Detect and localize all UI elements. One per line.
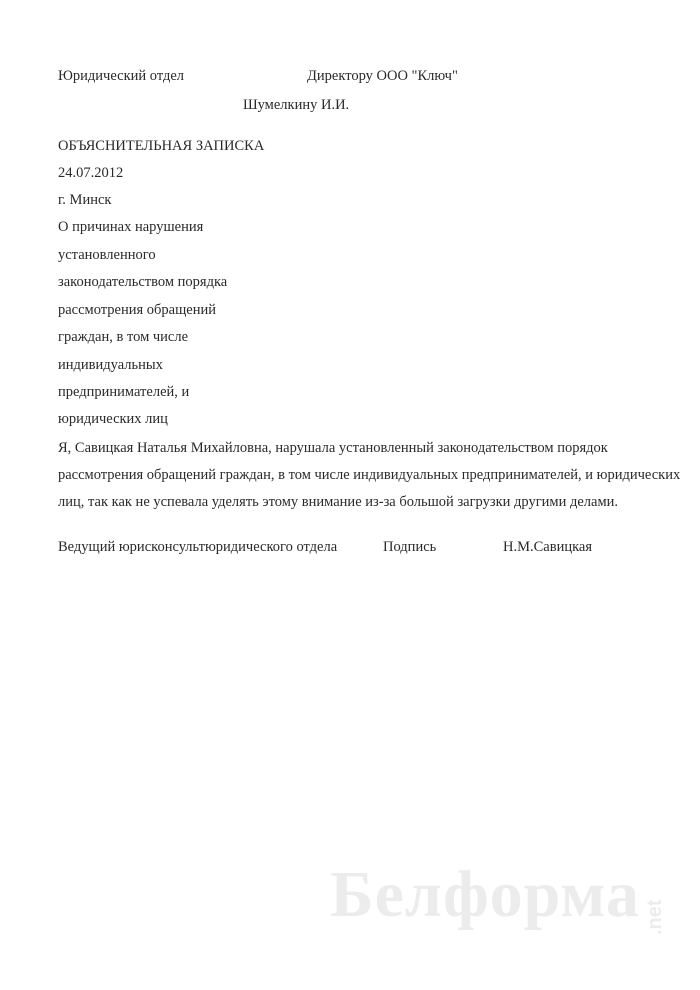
document-date: 24.07.2012: [58, 165, 124, 181]
body-line: лиц, так как не успевала уделять этому внимание из-за большой загрузки другими делами.: [58, 494, 619, 510]
watermark-suffix: .net: [644, 899, 666, 935]
document-place: г. Минск: [58, 192, 112, 208]
addressee-line-1: Директору ООО "Ключ": [307, 68, 458, 84]
subject-line: установленного: [58, 247, 156, 263]
subject-line: рассмотрения обращений: [58, 302, 216, 318]
body-paragraph: [58, 439, 681, 520]
subject-line: индивидуальных: [58, 357, 163, 373]
body-line: рассмотрения обращений граждан, в том числе индивидуальных предпринимателей, и юридических: [58, 467, 681, 483]
body-line: Я, Савицкая Наталья Михайловна, нарушала установленный законодательством порядок: [58, 440, 608, 456]
addressee-line-2: Шумелкину И.И.: [243, 97, 350, 113]
watermark-text: Белформа: [330, 858, 640, 931]
subject-line: предпринимателей, и: [58, 384, 190, 400]
watermark-logo: [330, 855, 670, 945]
subject-line: граждан, в том числе: [58, 329, 189, 345]
subject-line: О причинах нарушения: [58, 219, 204, 235]
subject-line: юридических лиц: [58, 411, 168, 427]
subject-line: законодательством порядка: [58, 274, 228, 290]
signature-position: Ведущий юрисконсультюридического отдела: [58, 539, 338, 555]
signature-name: Н.М.Савицкая: [503, 539, 593, 555]
department-label: Юридический отдел: [58, 68, 185, 84]
signature-label: Подпись: [383, 539, 437, 555]
document-title: ОБЪЯСНИТЕЛЬНАЯ ЗАПИСКА: [58, 138, 265, 154]
